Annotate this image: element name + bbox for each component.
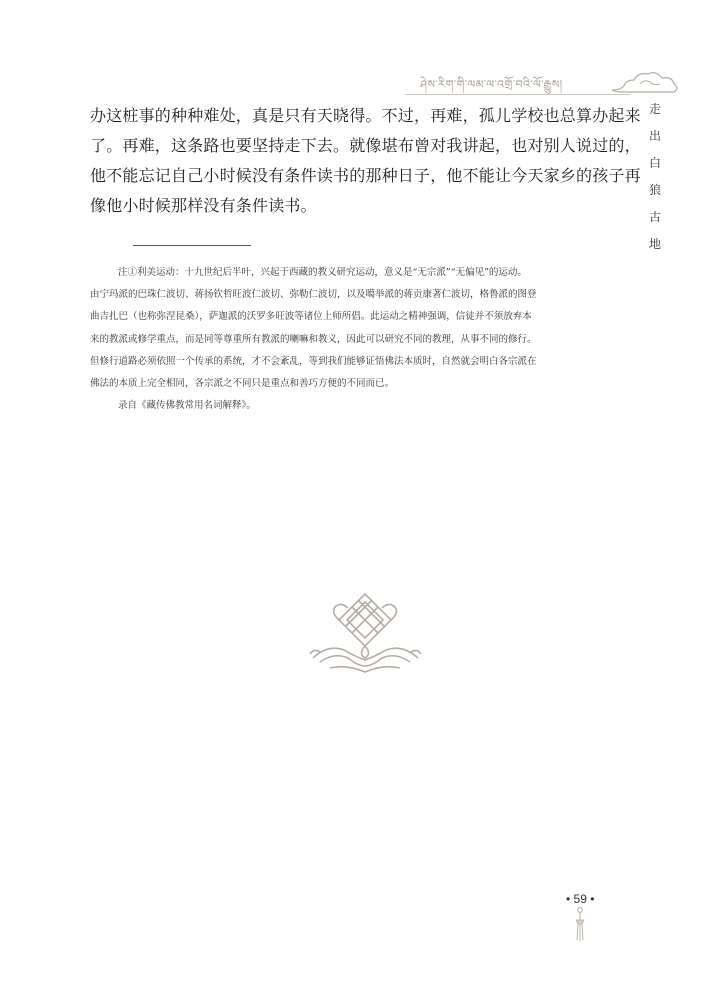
footnote-line: 由宁玛派的巴珠仁波切、蒋扬钦哲旺波仁波切、弥勒仁波切，以及噶举派的蒋贡康著仁波切，格鲁派的图登 (90, 289, 537, 301)
side-title-char: 走 (648, 102, 661, 116)
body-paragraph (90, 101, 641, 221)
page-number: • 59 • (566, 892, 595, 906)
body-line: 了。再难，这条路也要坚持走下去。就像堪布曾对我讲起，也对别人说过的， (90, 136, 641, 155)
body-line: 像他小时候那样没有条件读书。 (90, 196, 317, 215)
footnote-separator (133, 245, 251, 246)
header-rule (405, 94, 630, 95)
footnote-line: 佛法的本质上完全相同，各宗派之不同只是重点和善巧方便的不同而已。 (90, 378, 395, 390)
footnote-line: 曲吉扎巴（也称弥涅昆桑），萨迦派的沃罗多旺波等诸位上师所倡。此运动之精神强调，信徒并不须放弃本 (90, 311, 532, 323)
tassel-ornament-icon (572, 906, 588, 942)
side-title-char: 狼 (648, 183, 661, 197)
footnote (90, 262, 620, 417)
side-book-title (646, 100, 664, 252)
body-line: 办这桩事的种种难处，真是只有天晓得。不过，再难，孤儿学校也总算办起来 (90, 106, 641, 125)
side-title-char: 古 (648, 210, 661, 224)
footnote-line: 但修行道路必须依照一个传承的系统，才不会紊乱，等到我们能够证悟佛法本质时，自然就会明白各宗派在 (90, 355, 537, 367)
body-line: 他不能忘记自己小时候没有条件读书的那种日子，他不能让今天家乡的孩子再 (90, 166, 641, 185)
side-title-char: 地 (648, 237, 661, 251)
footnote-source: 录自《藏传佛教常用名词解释》。 (118, 400, 256, 412)
endless-knot-icon (308, 586, 423, 678)
side-title-char: 出 (648, 129, 661, 143)
tibetan-running-title: ཤེས་རིག་གི་ལམ་ལ་འགྲོ་བའི་ལོ་རྒྱུས། (420, 78, 563, 91)
footnote-line: 注①利美运动：十九世纪后半叶，兴起于西藏的教义研究运动，意义是“无宗派”“无偏见”的运动。 (118, 267, 527, 278)
side-title-char: 白 (648, 156, 661, 170)
footnote-line: 来的教派或修学重点，而是同等尊重所有教派的喇嘛和教义，因此可以研究不同的教理，从事不同的修行。 (90, 333, 537, 345)
cloud-ornament-icon (610, 70, 680, 94)
running-header (420, 70, 680, 94)
